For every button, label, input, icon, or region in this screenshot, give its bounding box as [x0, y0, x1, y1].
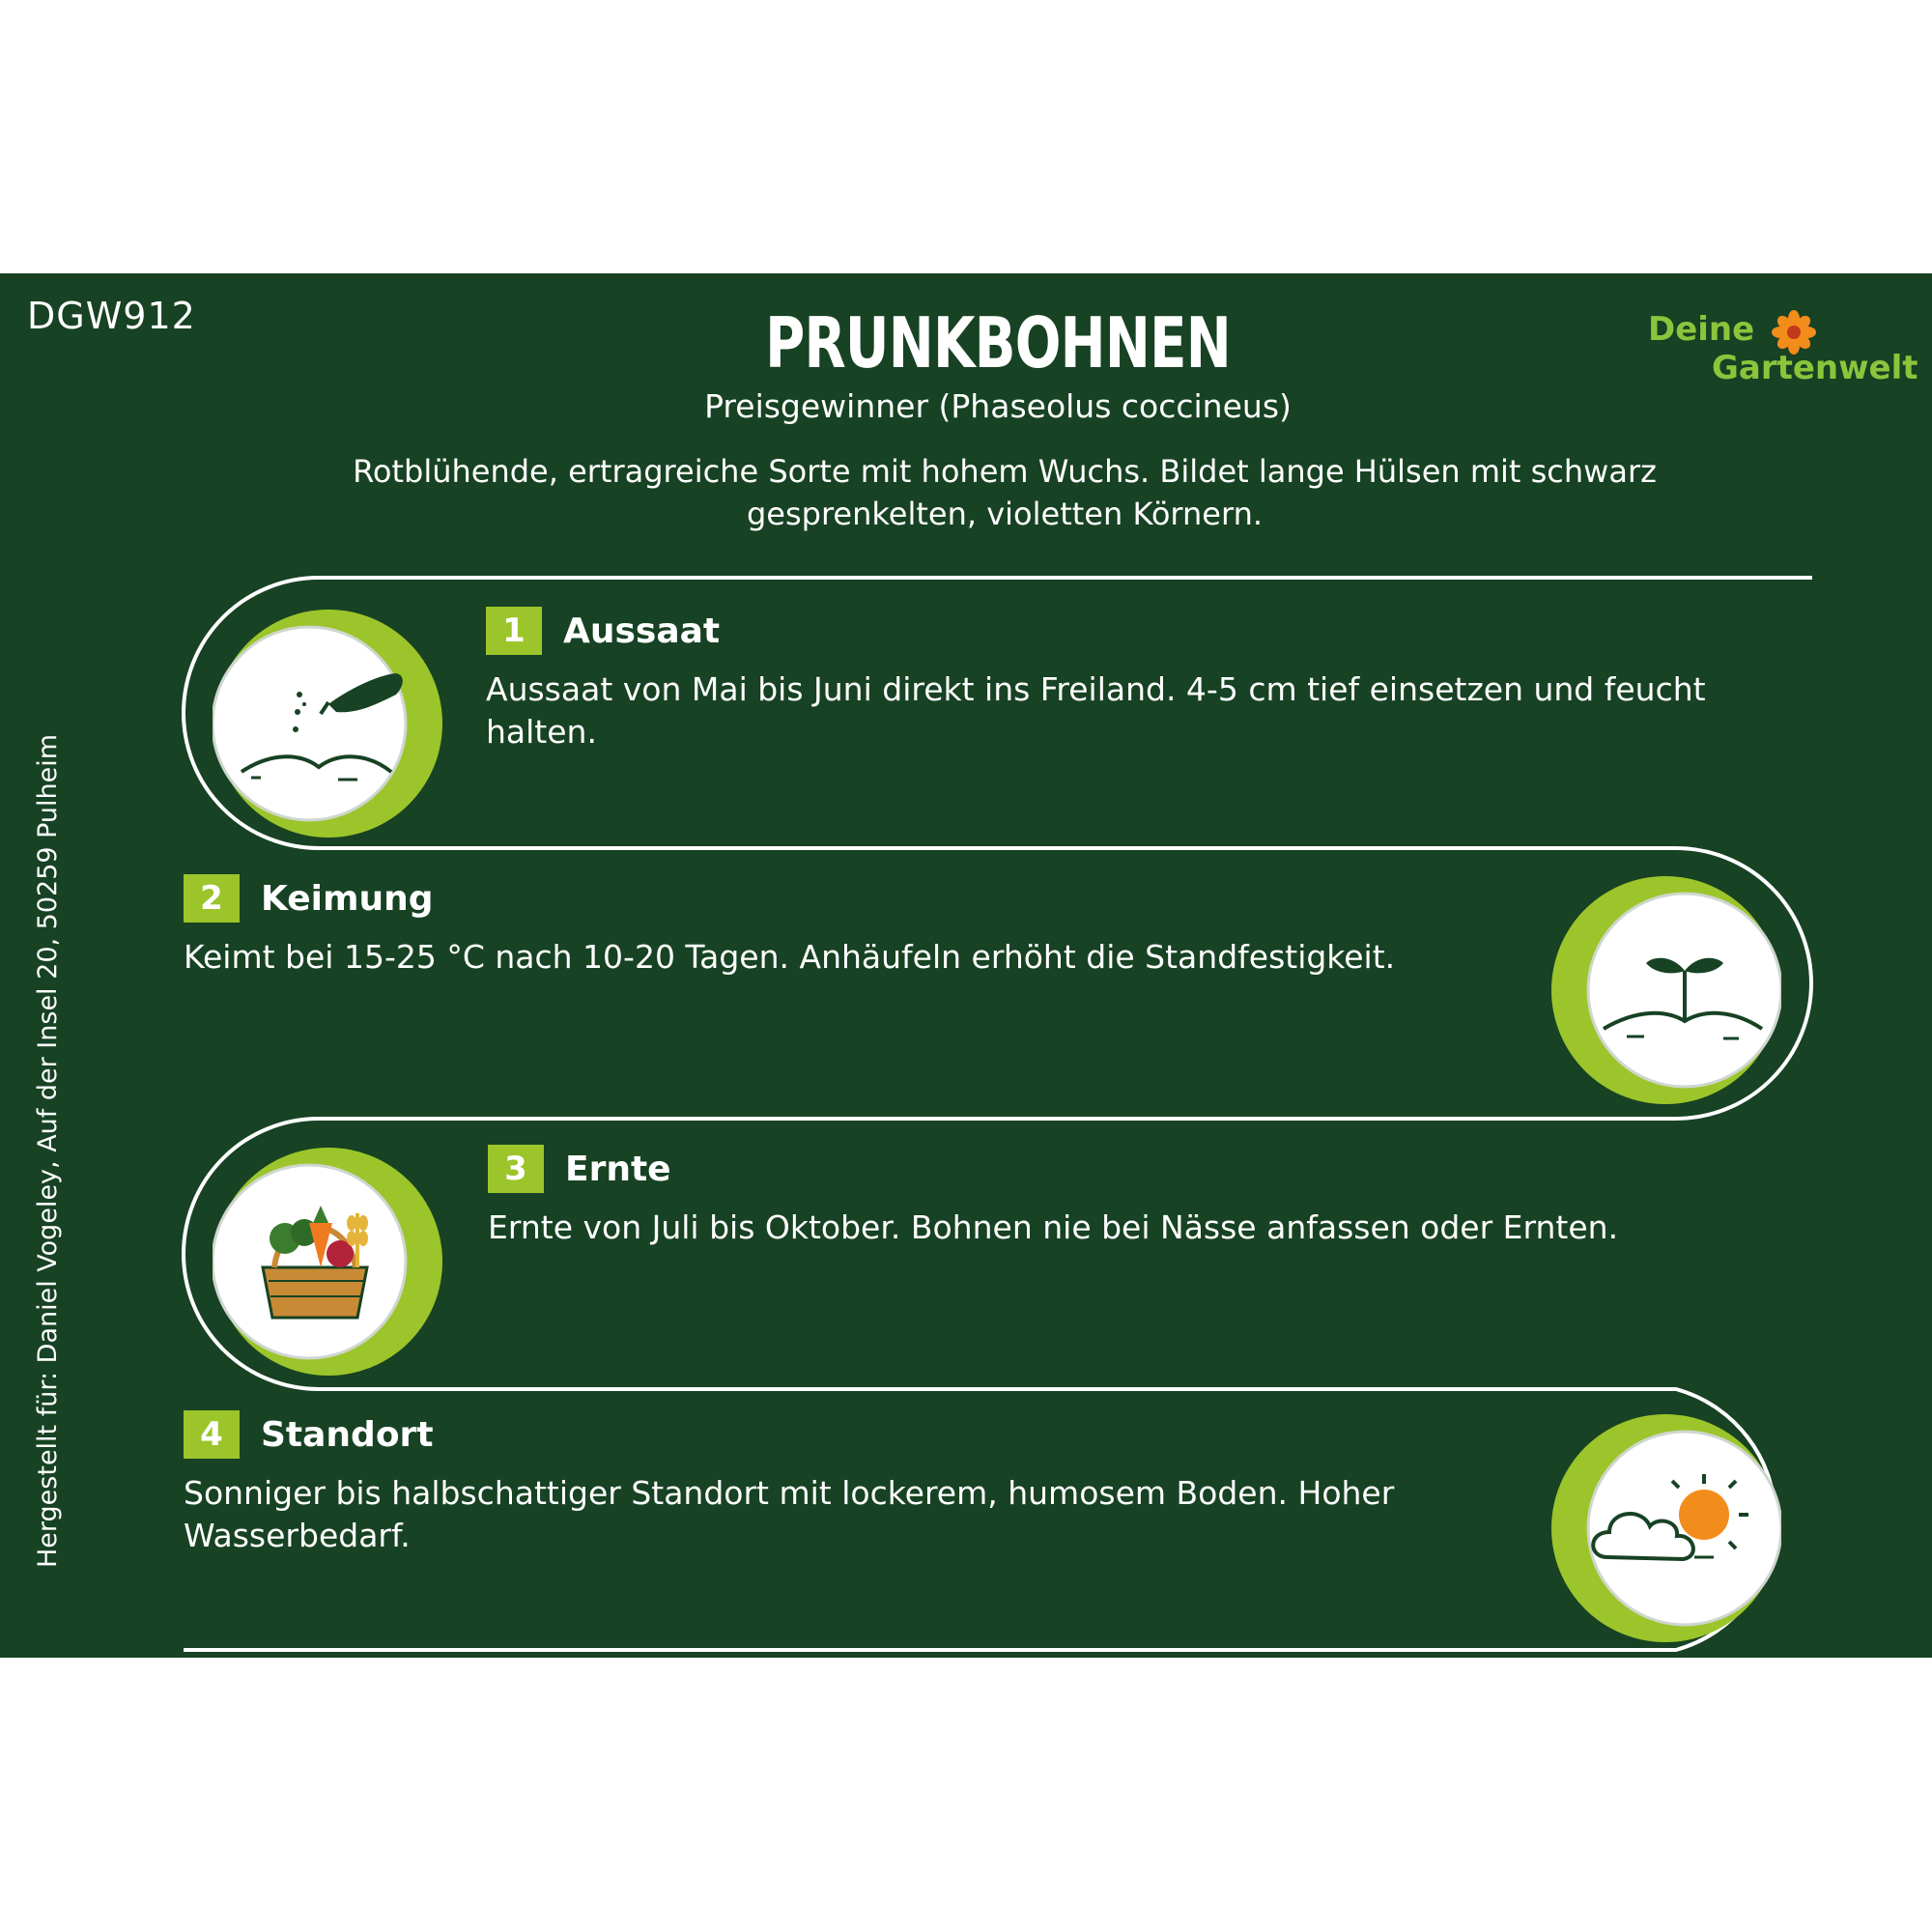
page-title: PRUNKBOHNEN — [765, 302, 1231, 384]
step-2-number: 2 — [184, 874, 240, 923]
step-2-title: Keimung — [261, 878, 434, 919]
step-1-text: Aussaat von Mai bis Juni direkt ins Freiland. 4-5 cm tief einsetzen und feucht halten. — [486, 670, 1706, 751]
step-3-text: Ernte von Juli bis Oktober. Bohnen nie bei Nässe anfassen oder Ernten. — [488, 1208, 1619, 1246]
step-3-title: Ernte — [565, 1149, 671, 1189]
description: Rotblühende, ertragreiche Sorte mit hohem Wuchs. Bildet lange Hülsen mit schwarz gesprenkelten, violetten Körnern. — [353, 453, 1657, 532]
step-4-icon-badge — [1549, 1412, 1781, 1644]
step-2 — [184, 874, 1517, 979]
step-3-number: 3 — [488, 1145, 544, 1193]
step-2-text: Keimt bei 15-25 °C nach 10-20 Tagen. Anhäufeln erhöht die Standfestigkeit. — [184, 938, 1396, 976]
step-1-title: Aussaat — [563, 611, 721, 651]
step-2-icon-badge — [1549, 874, 1781, 1106]
imprint: Hergestellt für: Daniel Vogeley, Auf der Insel 20, 50259 Pulheim — [33, 733, 63, 1568]
product-code: DGW912 — [27, 295, 196, 337]
seed-packet-card — [0, 273, 1932, 1658]
step-1-icon-badge — [213, 608, 444, 839]
step-1-header — [486, 607, 1761, 655]
subtitle: Preisgewinner (Phaseolus coccineus) — [704, 387, 1292, 425]
step-2-header — [184, 874, 1517, 923]
step-3 — [488, 1145, 1773, 1249]
step-4 — [184, 1410, 1517, 1557]
step-1-number: 1 — [486, 607, 542, 655]
step-4-title: Standort — [261, 1414, 434, 1455]
step-4-header — [184, 1410, 1517, 1459]
logo-line-2: Gartenwelt — [1712, 349, 1918, 387]
step-3-icon-badge — [213, 1146, 444, 1378]
step-4-text: Sonniger bis halbschattiger Standort mit lockerem, humosem Boden. Hoher Wasserbedarf. — [184, 1474, 1395, 1554]
step-3-header — [488, 1145, 1773, 1193]
logo-line-1: Deine — [1648, 310, 1755, 349]
step-4-number: 4 — [184, 1410, 240, 1459]
step-1 — [486, 607, 1761, 753]
